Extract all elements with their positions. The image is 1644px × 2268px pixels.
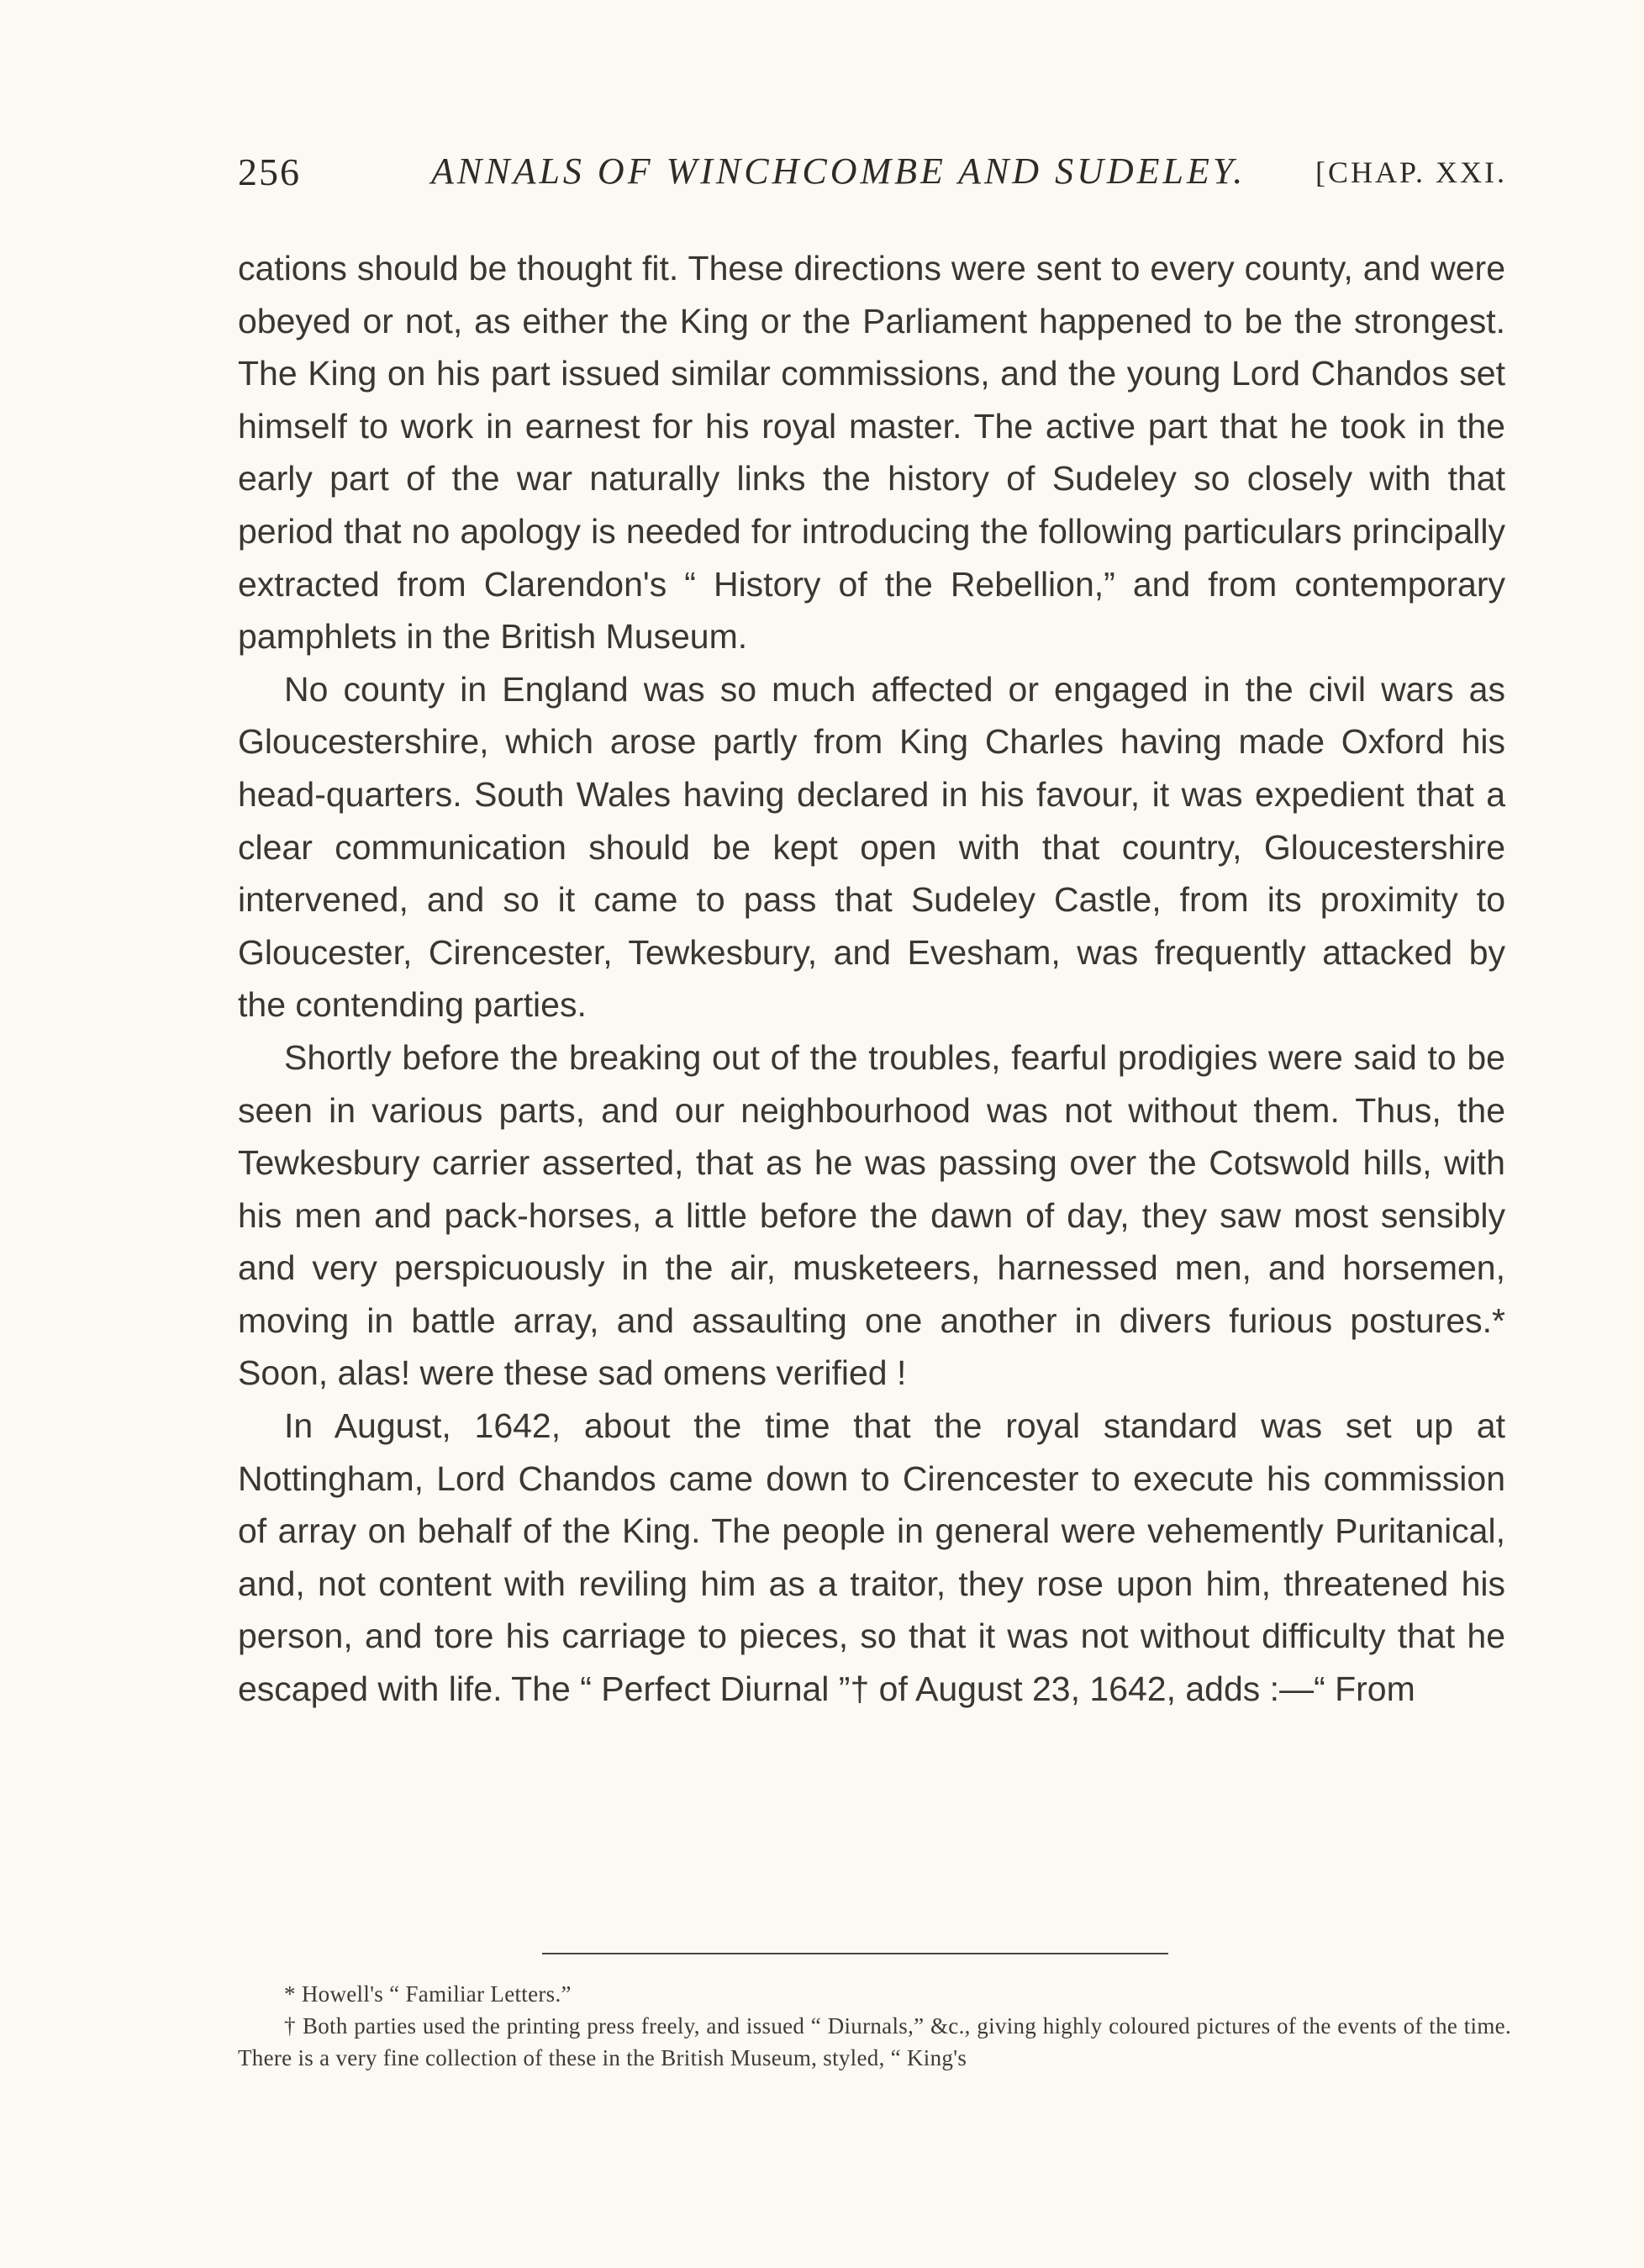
running-title: ANNALS OF WINCHCOMBE AND SUDELEY. — [431, 150, 1246, 192]
paragraph: No county in England was so much affected or engaged in the civil wars as Gloucestershire, which arose partly from King Charles having made Oxford his head-quarters. South Wales having declared in his favour, it was expedient that a clear communication should be kept open with that country, Gloucestershire intervened, and so it came to pass that Sudeley Castle, from its proximity to Gloucester, Cirencester, Tewkesbury, and Evesham, was frequently attacked by the contending parties. — [238, 669, 1505, 1025]
footnote: † Both parties used the printing press freely, and issued “ Diurnals,” &c., giving highly coloured pictures of the events of the time. There is a very fine collection of these in the British Museum, styled, “ King's — [238, 2013, 1511, 2070]
chapter-label: [CHAP. XXI. — [1315, 156, 1507, 189]
footnotes — [238, 1978, 1511, 2074]
page-number: 256 — [238, 150, 301, 193]
footnote-divider — [542, 1953, 1168, 1954]
footnote: * Howell's “ Familiar Letters.” — [284, 1981, 572, 2007]
paragraph: cations should be thought fit. These directions were sent to every county, and were obeyed or not, as either the King or the Parliament happened to be the strongest. The King on his part issued similar commissions, and the young Lord Chandos set himself to work in earnest for his royal master. The active part that he took in the early part of the war naturally links the history of Sudeley so closely with that period that no apology is needed for introducing the following particulars principally extracted from Clarendon's “ History of the Rebellion,” and from contemporary pamphlets in the British Museum. — [238, 249, 1505, 657]
paragraph: Shortly before the breaking out of the troubles, fearful prodigies were said to be seen in various parts, and our neighbourhood was not without them. Thus, the Tewkesbury carrier asserted, that as he was passing over the Cotswold hills, with his men and pack-horses, a little before the dawn of day, they saw most sensibly and very perspicuously in the air, musketeers, harnessed men, and horsemen, moving in battle array, and assaulting one another in divers furious postures.* Soon, alas! were these sad omens verified ! — [238, 1037, 1505, 1393]
running-header — [238, 150, 1507, 200]
body-text — [238, 242, 1505, 1716]
paragraph: In August, 1642, about the time that the royal standard was set up at Nottingham, Lord Chandos came down to Cirencester to execute his commission of array on behalf of the King. The people in general were vehemently Puritanical, and, not content with reviling him as a traitor, they rose upon him, threatened his person, and tore his carriage to pieces, so that it was not without difficulty that he escaped with life. The “ Perfect Diurnal ”† of August 23, 1642, adds :—“ From — [238, 1406, 1505, 1709]
